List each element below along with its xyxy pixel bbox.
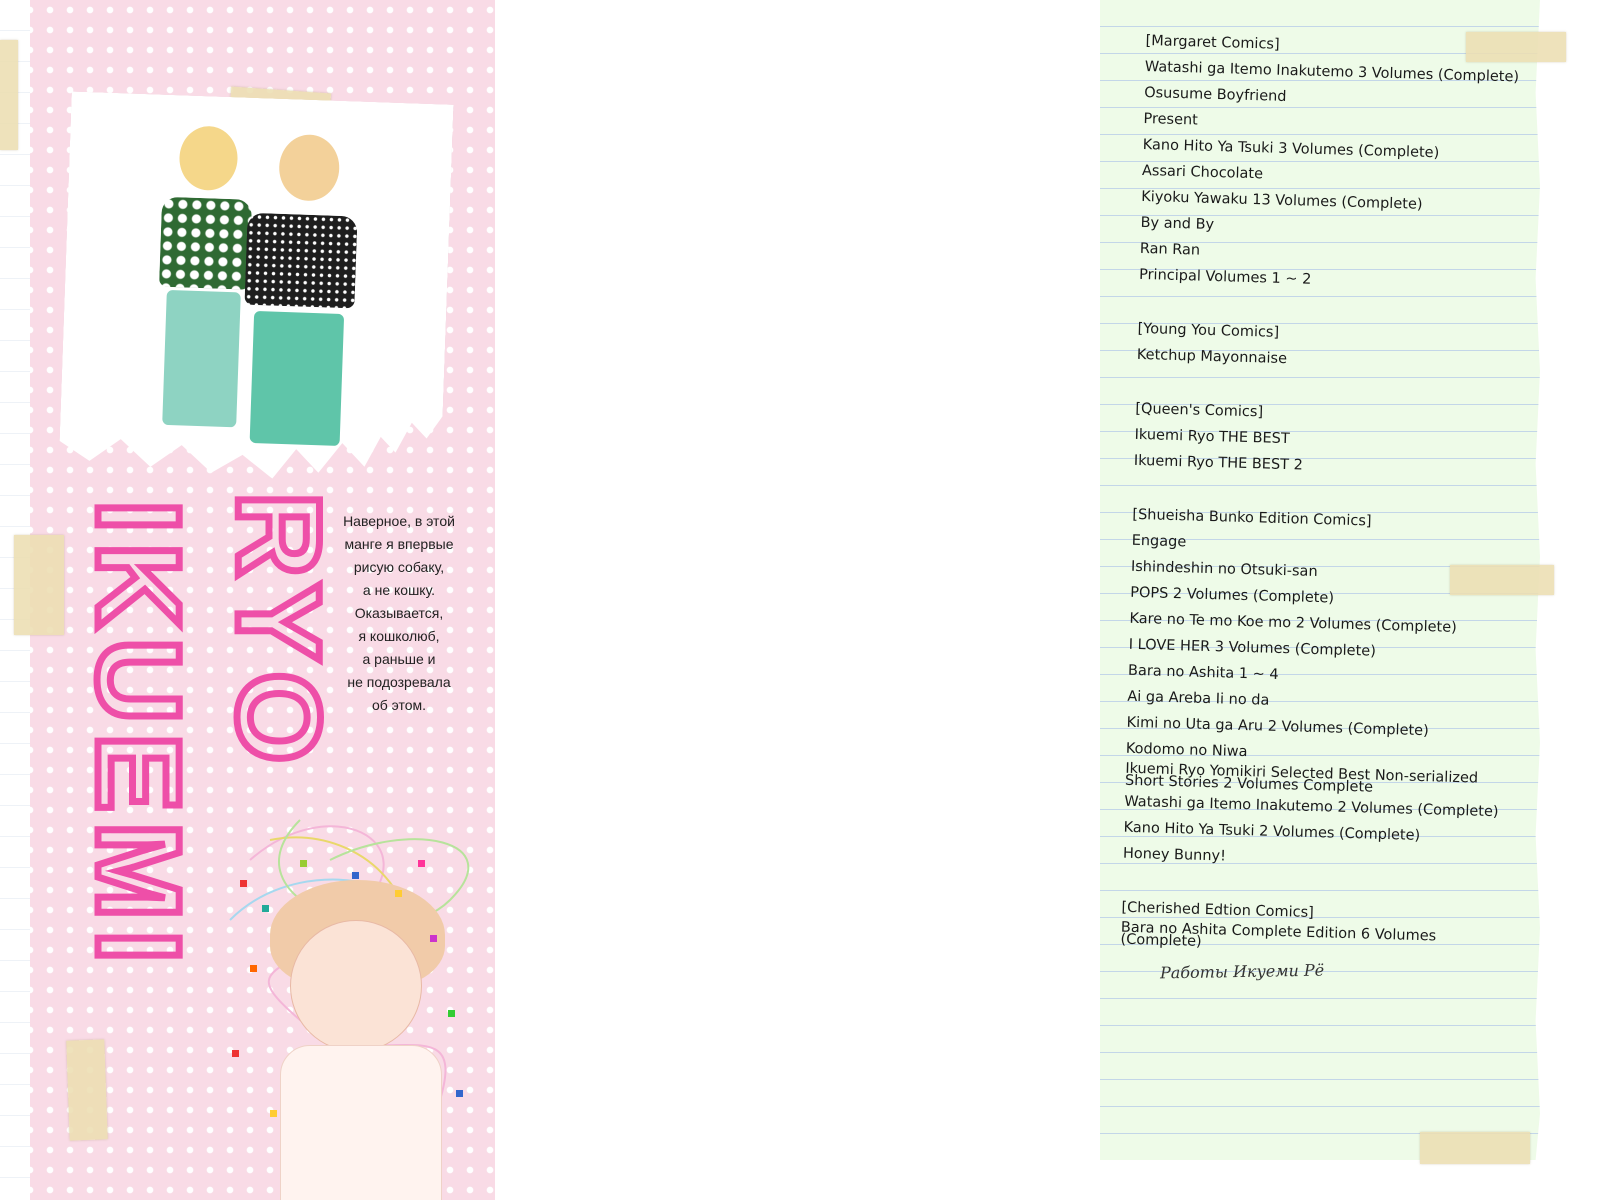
works-item: Honey Bunny! (1122, 845, 1227, 865)
works-item: Watashi ga Itemo Inakutemo 3 Volumes (Complete) (1144, 58, 1520, 86)
confetti (300, 860, 307, 867)
works-item: Ishindeshin no Otsuki-san (1130, 558, 1318, 581)
works-item: Bara no Ashita 1 ~ 4 (1127, 662, 1279, 683)
works-item: Ikuemi Ryo Yomikiri Selected Best Non-serialized Short Stories 2 Volumes Complete (1124, 760, 1479, 796)
note-line: а не кошку. (362, 582, 436, 598)
section-header: [Young You Comics] (1137, 320, 1280, 341)
section-header: [Shueisha Bunko Edition Comics] (1132, 506, 1372, 530)
works-item: Ikuemi Ryo THE BEST (1134, 426, 1290, 448)
note-line: а раньше и (362, 651, 436, 667)
works-item: Watashi ga Itemo Inakutemo 2 Volumes (Complete) (1124, 793, 1499, 821)
girl-body (280, 1045, 442, 1200)
artist-name-ikuemi: IKUEMI (72, 500, 204, 973)
works-item: Ai ga Areba Ii no da (1127, 688, 1270, 709)
section-header: [Queen's Comics] (1135, 400, 1264, 421)
confetti (250, 965, 257, 972)
section-header: [Margaret Comics] (1145, 32, 1280, 53)
works-item: Kiyoku Yawaku 13 Volumes (Complete) (1141, 188, 1423, 213)
confetti (395, 890, 402, 897)
works-item: POPS 2 Volumes (Complete) (1130, 584, 1335, 607)
works-item: Bara no Ashita Complete Edition 6 Volumes (Complete) (1120, 919, 1437, 950)
note-line: об этом. (371, 697, 427, 713)
left-cover-panel (0, 0, 495, 1200)
confetti (270, 1110, 277, 1117)
confetti (448, 1010, 455, 1017)
works-item: Engage (1131, 532, 1187, 551)
confetti (352, 872, 359, 879)
works-item: Principal Volumes 1 ~ 2 (1138, 266, 1312, 288)
note-line: Наверное, в этой (343, 513, 455, 529)
works-item: Kimi no Uta ga Aru 2 Volumes (Complete) (1126, 714, 1429, 740)
tape-strip (1420, 1132, 1530, 1164)
works-item: Present (1143, 110, 1199, 129)
works-item: Ikuemi Ryo THE BEST 2 (1133, 452, 1304, 474)
note-line: манге я впервые (344, 536, 454, 552)
tape-strip (66, 1039, 107, 1140)
artist-name-ryo: RYO (212, 492, 344, 774)
works-item: By and By (1140, 214, 1215, 233)
works-list (1120, 28, 1520, 958)
confetti (456, 1090, 463, 1097)
tape-strip (0, 40, 18, 150)
works-item: Kodomo no Niwa (1125, 740, 1248, 761)
girl-face (290, 920, 422, 1052)
figure-long-hair-girl (230, 132, 371, 446)
works-item: Osusume Boyfriend (1143, 84, 1287, 105)
confetti (430, 935, 437, 942)
works-item: Ran Ran (1139, 240, 1201, 259)
confetti (232, 1050, 239, 1057)
note-line: рисую собаку, (353, 559, 445, 575)
works-item: I LOVE HER 3 Volumes (Complete) (1128, 636, 1377, 660)
works-item: Kare no Te mo Koe mo 2 Volumes (Complete) (1129, 610, 1458, 636)
signature: Работы Икуеми Рё (1159, 960, 1325, 983)
tape-strip (14, 535, 64, 635)
works-item: Kano Hito Ya Tsuki 2 Volumes (Complete) (1123, 819, 1421, 844)
works-item: Ketchup Mayonnaise (1136, 346, 1288, 368)
works-item: Assari Chocolate (1141, 162, 1264, 183)
confetti (240, 880, 247, 887)
confetti (418, 860, 425, 867)
note-line: я кошколюб, (358, 628, 440, 644)
section-header: [Cherished Edtion Comics] (1121, 899, 1315, 922)
polaroid-illustration (58, 91, 453, 484)
note-line: Оказывается, (354, 605, 444, 621)
author-note (336, 510, 462, 717)
works-item: Kano Hito Ya Tsuki 3 Volumes (Complete) (1142, 136, 1440, 162)
confetti (262, 905, 269, 912)
note-line: не подозревала (347, 674, 451, 690)
